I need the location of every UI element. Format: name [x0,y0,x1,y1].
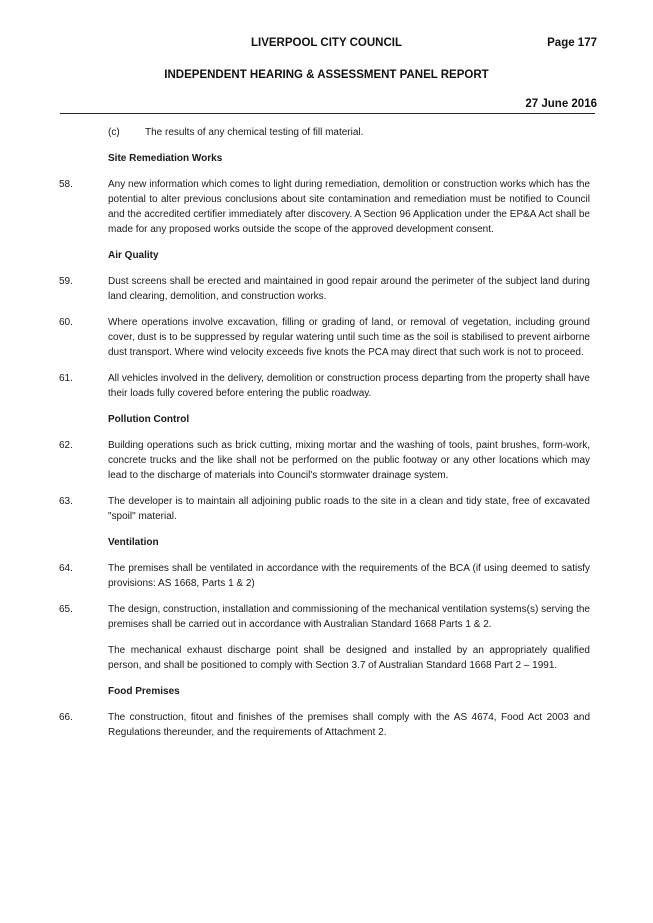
condition-item [0,438,653,483]
report-title: INDEPENDENT HEARING & ASSESSMENT PANEL REPORT [164,69,489,81]
condition-text: Building operations such as brick cutting, mixing mortar and the washing of tools, paint brushes, form-work, concrete trucks and the like shall not be performed on the public footway or any other locations which may lead to the discharge of materials into Council's stormwater drainage system. [108,440,590,481]
condition-item [0,315,653,360]
subitem-text: The results of any chemical testing of fill material. [145,127,364,138]
header-divider [60,113,595,114]
condition-number: 58. [59,179,73,190]
condition-item [0,177,653,237]
condition-number: 64. [59,563,73,574]
condition-number: 60. [59,317,73,328]
section-heading: Pollution Control [108,414,190,425]
condition-item [0,494,653,524]
condition-text: Dust screens shall be erected and maintained in good repair around the perimeter of the subject land during land clearing, demolition, and construction works. [108,276,590,302]
condition-continuation: The mechanical exhaust discharge point shall be designed and installed by an appropriately qualified person, and shall be positioned to comply with Section 3.7 of Australian Standard 1668 Part 2 – 1991. [108,645,590,671]
list-item [0,125,653,140]
section-heading: Site Remediation Works [108,153,223,164]
condition-item [0,602,653,632]
council-name: LIVERPOOL CITY COUNCIL [250,37,402,49]
page-number: Page 177 [547,37,597,49]
document-body [0,125,653,751]
condition-item [0,371,653,401]
condition-number: 62. [59,440,73,451]
condition-item [0,710,653,740]
section-heading: Air Quality [108,250,159,261]
condition-number: 59. [59,276,73,287]
condition-number: 63. [59,496,73,507]
condition-text: The construction, fitout and finishes of the premises shall comply with the AS 4674, Food Act 2003 and Regulations thereunder, and the requirements of Attachment 2. [108,712,590,738]
condition-item [0,274,653,304]
condition-text: All vehicles involved in the delivery, demolition or construction process departing from the property shall have their loads fully covered before entering the public roadway. [108,373,590,399]
condition-text: The premises shall be ventilated in accordance with the requirements of the BCA (if using deemed to satisfy provisions: AS 1668, Parts 1 & 2) [108,563,590,589]
condition-text: The design, construction, installation and commissioning of the mechanical ventilation systems(s) serving the premises shall be carried out in accordance with Australian Standard 1668 Parts 1 & 2. [108,604,590,630]
condition-text: Where operations involve excavation, filling or grading of land, or removal of vegetation, including ground cover, dust is to be suppressed by regular watering until such time as the soil is stabilised to prevent airborne dust transport. Where wind velocity exceeds five knots the PCA may direct that such work is not to proceed. [108,317,590,358]
condition-number: 61. [59,373,73,384]
subitem-label: (c) [108,127,120,138]
section-heading: Food Premises [108,686,180,697]
report-date: 27 June 2016 [525,98,597,110]
section-heading: Ventilation [108,537,159,548]
condition-number: 65. [59,604,73,615]
condition-text: Any new information which comes to light during remediation, demolition or construction works which has the potential to alter previous conclusions about site contamination and remediation must be notified to Council and the accredited certifier immediately after discovery. A Section 96 Application under the EP&A Act shall be made for any proposed works outside the scope of the approved development consent. [108,179,590,235]
condition-number: 66. [59,712,73,723]
condition-text: The developer is to maintain all adjoining public roads to the site in a clean and tidy state, free of excavated "spoil" material. [108,496,590,522]
condition-item [0,561,653,591]
